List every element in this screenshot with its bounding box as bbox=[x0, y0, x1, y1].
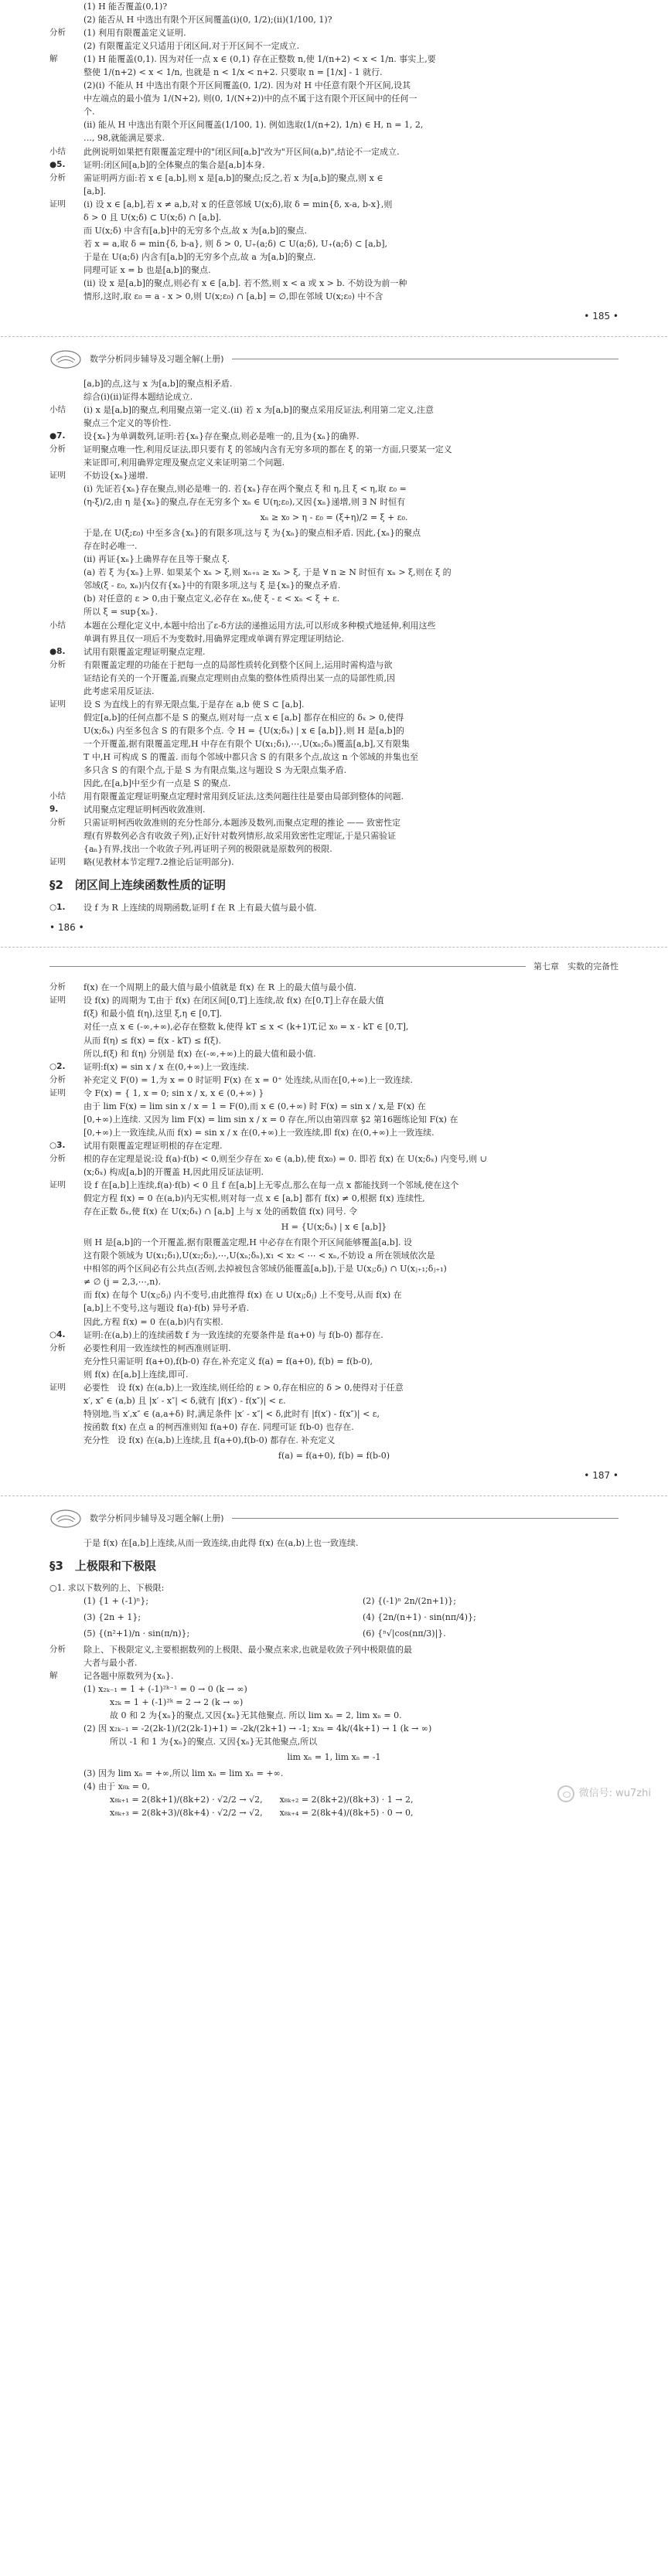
page-number-185: • 185 • bbox=[584, 311, 619, 322]
line-text: f(x) 在一个周期上的最大值与最小值就是 f(x) 在 R 上的最大值与最小值. bbox=[84, 982, 356, 993]
line-text: 试用聚点定理证明柯西收敛准则. bbox=[84, 805, 206, 815]
line-text: 记各题中原数列为{xₙ}. bbox=[84, 1671, 174, 1682]
line-text: 于是,在 U(ξ;ε₀) 中至多含{xₙ}的有限多项,这与 ξ 为{xₙ}的聚点相矛盾. 因此,{xₙ}的聚点 bbox=[84, 528, 421, 539]
page-185 bbox=[0, 0, 668, 303]
line-label: 证明 bbox=[49, 199, 66, 209]
line-text: 除上、下极限定义,主要根据数列的上极限、最小聚点来求,也就是收敛子列中极限值的最 bbox=[84, 1645, 412, 1656]
line-text: (η-ξ)/2,由 η 是{xₙ}的聚点,存在无穷多个 xₙ ∈ U(η;ε₀),又因{xₙ}递增,则 ∃ N 时恒有 bbox=[84, 497, 406, 508]
text-line bbox=[49, 994, 619, 1007]
line-text: [0,+∞)上连续. 又因为 lim F(x) = lim sin x / x = 0 存在,所以由第四章 §2 第16题练论知 F(x) 在 bbox=[84, 1114, 458, 1125]
page-188 bbox=[0, 1509, 668, 1819]
line-text: 此例说明如果把有限覆盖定理中的"闭区间[a,b]"改为"开区间(a,b)",结论不一定成立. bbox=[84, 146, 400, 157]
line-label: 证明 bbox=[49, 995, 66, 1006]
text-line bbox=[49, 430, 619, 443]
text-line bbox=[49, 1302, 619, 1315]
line-label: ○2. bbox=[49, 1061, 66, 1071]
line-label: 小结 bbox=[49, 620, 66, 630]
text-line bbox=[49, 1329, 619, 1342]
line-text: (ⅰ) 先证若{xₙ}存在聚点,则必是唯一的. 若{xₙ}存在两个聚点 ξ 和 η,且 ξ < η,取 ε₀ = bbox=[84, 484, 407, 495]
line-text: 所以 ξ = sup{xₙ}. bbox=[84, 607, 158, 618]
text-line bbox=[49, 1152, 619, 1165]
line-text: 由于 lim F(x) = lim sin x / x = 1 = F(0),而 x ∈ (0,+∞) 时 F(x) = sin x / x,是 F(x) 在 bbox=[84, 1101, 426, 1111]
line-text: 本题在公理化定义中,本题中给出了ε-δ方法的递推运用方法,可以形成多种模式地延伸,利用这些 bbox=[84, 620, 436, 631]
line-text: (2) 能否从 H 中选出有限个开区间覆盖(ⅰ)(0, 1/2);(ⅱ)(1/100, 1)? bbox=[84, 15, 332, 26]
line-text: 而 U(x;δ) 中含有[a,b]中的无穷多个点,故 x 为[a,b]的聚点. bbox=[84, 225, 307, 236]
line-label: 证明 bbox=[49, 1087, 66, 1097]
line-text: 假定方程 f(x) = 0 在(a,b)内无实根,则对每一点 x ∈ [a,b] 都有 f(x) ≠ 0,根据 f(x) 连续性, bbox=[84, 1193, 425, 1204]
book-logo-icon bbox=[49, 1509, 82, 1529]
line-text: [0,+∞)上一致连续,从而 f(x) = sin x / x 在(0,+∞)上一致连续,即 f(x) 在(0,+∞)上一致连续. bbox=[84, 1127, 435, 1138]
text-line bbox=[49, 566, 619, 579]
text-line bbox=[49, 469, 619, 482]
line-label: 分析 bbox=[49, 818, 66, 828]
line-text: 综合(ⅰ)(ⅱ)证得本题结论成立. bbox=[84, 391, 193, 402]
line-text: 需证明两方面:若 x ∈ [a,b],则 x 是[a,b]的聚点;反之,若 x 为[a,b]的聚点,则 x ∈ bbox=[84, 172, 383, 183]
watermark bbox=[557, 1785, 651, 1802]
problem-item: (2) {(-1)ⁿ 2n/(2n+1)}; bbox=[363, 1595, 457, 1606]
text-line bbox=[49, 539, 619, 553]
line-text: T 中,H 可构成 S 的覆盖. 而每个邻域中都只含 S 的有限多个点,故这 n 个邻域的并集也至 bbox=[84, 751, 419, 762]
line-text: 充分性只需证明 f(a+0),f(b-0) 存在,补充定义 f(a) = f(a+0), f(b) = f(b-0), bbox=[84, 1356, 373, 1366]
line-label: 小结 bbox=[49, 791, 66, 801]
text-line: lim xₙ = 1, lim xₙ = -1 bbox=[287, 1752, 381, 1763]
text-line bbox=[49, 1020, 619, 1033]
line-text: {aₙ}有界,找出一个收敛子列,再证明子列的极限就是原数列的极限. bbox=[84, 844, 332, 855]
line-text: x₂ₖ = 1 + (-1)²ᵏ = 2 → 2 (k → ∞) bbox=[110, 1697, 244, 1708]
line-text: 而 f(x) 在每个 U(xⱼ;δⱼ) 内不变号,由此推得 f(x) 在 ∪ U(xⱼ;δⱼ) 上不变号,从而 f(x) 在 bbox=[84, 1290, 402, 1301]
line-text: (1) H 能否覆盖(0,1)? bbox=[84, 2, 168, 12]
text-line bbox=[49, 829, 619, 842]
line-text: 则 f(x) 在[a,b]上连续,即可. bbox=[84, 1369, 189, 1380]
text-line bbox=[49, 198, 619, 211]
line-label: 证明 bbox=[49, 857, 66, 867]
text-line bbox=[49, 777, 619, 790]
line-label: ●5. bbox=[49, 159, 66, 169]
line-label: ○3. bbox=[49, 1140, 66, 1150]
text-line bbox=[49, 456, 619, 469]
line-text: 单调有界且仅一项后不为变数时,用确界定理或单调有界定理证明结论. bbox=[84, 633, 344, 644]
line-text: [a,b]的点,这与 x 为[a,b]的聚点相矛盾. bbox=[84, 378, 233, 389]
text-line bbox=[49, 790, 619, 803]
line-text: 多只含 S 的有限个点,于是 S 为有限点集,这与题设 S 为无限点集矛盾. bbox=[84, 765, 347, 776]
question-label: ○1. bbox=[49, 902, 66, 912]
text-line bbox=[49, 92, 619, 105]
text-line bbox=[49, 1126, 619, 1139]
line-text: 假定[a,b]的任何点都不是 S 的聚点,则对每一点 x ∈ [a,b] 都存在相应的 δₓ > 0,使得 bbox=[84, 712, 404, 723]
line-text: 因此,方程 f(x) = 0 在(a,b)内有实根. bbox=[84, 1316, 223, 1327]
text-line bbox=[49, 1696, 619, 1709]
line-label: 分析 bbox=[49, 982, 66, 992]
text-line bbox=[49, 592, 619, 605]
text-line bbox=[49, 39, 619, 53]
text-line bbox=[49, 26, 619, 39]
line-text: 若 x = a,取 δ = min{δ, b-a}, 则 δ > 0, U₊(a;δ) ⊂ U(a;δ), U₊(a;δ) ⊂ [a,b], bbox=[84, 238, 387, 249]
text-line bbox=[49, 816, 619, 829]
line-text: 对任一点 x ∈ (-∞,+∞),必存在整数 k,使得 kT ≤ x < (k+1)T,记 x₀ = x - kT ∈ [0,T], bbox=[84, 1022, 409, 1033]
page-number-186: • 186 • bbox=[49, 921, 84, 933]
text-line bbox=[49, 1139, 619, 1152]
line-text: 同理可证 x = b 也是[a,b]的聚点. bbox=[84, 264, 211, 275]
line-text: (ⅰ) 设 x ∈ [a,b],若 x ≠ a,b,对 x 的任意邻域 U(x;δ),取 δ = min{δ, x-a, b-x},则 bbox=[84, 199, 393, 209]
text-line bbox=[49, 1315, 619, 1329]
line-text: 大者与最小者. bbox=[84, 1658, 138, 1669]
page-187 bbox=[0, 960, 668, 1462]
line-text: 故 0 和 2 为{xₙ}的聚点,又因{xₙ}无其他聚点. 所以 lim xₙ = 2, lim xₙ = 0. bbox=[110, 1710, 402, 1721]
text-line bbox=[49, 158, 619, 172]
line-text: 理(有界数列必含有收敛子列),正好针对数列情形,故采用致密性定理证,于是只需验证 bbox=[84, 831, 397, 842]
text-line bbox=[49, 856, 619, 869]
line-label: 分析 bbox=[49, 172, 66, 182]
line-text: 整使 1/(n+2) < x < 1/n, 也就是 n < 1/x < n+2. 只要取 n = [1/x] - 1 就行. bbox=[84, 67, 383, 78]
line-text: 所以 -1 和 1 为{xₙ}的聚点. 又因{xₙ}无其他聚点,所以 bbox=[110, 1737, 318, 1747]
line-text: (b) 对任意的 ε > 0,由于聚点定义,必存在 xₙ,使 ξ - ε < xₙ < ξ + ε. bbox=[84, 594, 340, 604]
line-text: 证明:在(a,b)上的连续函数 f 为一致连续的充要条件是 f(a+0) 与 f(b-0) 都存在. bbox=[84, 1329, 383, 1340]
text-line bbox=[49, 237, 619, 250]
question-text: 设 f 为 R 上连续的周期函数,证明 f 在 R 上有最大值与最小值. bbox=[84, 902, 317, 913]
text-line bbox=[49, 145, 619, 158]
page-separator bbox=[0, 336, 668, 337]
text-line bbox=[49, 377, 619, 390]
question-1-section-2 bbox=[49, 901, 619, 914]
text-line bbox=[49, 277, 619, 290]
text-line bbox=[49, 79, 619, 92]
line-text: 用有限覆盖定理证明聚点定理时常用到反证法,这类问题往往是要由局部到整体的问题. bbox=[84, 791, 404, 802]
text-line bbox=[49, 1179, 619, 1192]
line-text: (2) 有限覆盖定义只适用于闭区间,对于开区间不一定成立. bbox=[84, 41, 300, 52]
line-text: 存在正数 δₓ,使 f(x) 在 U(x;δₓ) ∩ [a,b] 上与 x 处的函数值 f(x) 同号. 令 bbox=[84, 1206, 358, 1217]
chapter-title: 第七章 实数的完备性 bbox=[533, 961, 619, 972]
line-text: 令 F(x) = { 1, x = 0; sin x / x, x ∈ (0,+∞) } bbox=[84, 1087, 264, 1098]
line-label: 解 bbox=[49, 54, 58, 64]
text-line bbox=[49, 105, 619, 118]
text-line bbox=[49, 1407, 619, 1421]
line-text: 设 S 为直线上的有界无限点集,于是存在 a,b 使 S ⊂ [a,b]. bbox=[84, 699, 305, 710]
line-text: 一个开覆盖,据有限覆盖定理,H 中存在有限个 U(x₁;δ₁),⋯,U(xₙ;δₙ)覆盖[a,b],又有限集 bbox=[84, 738, 410, 749]
text-line bbox=[49, 672, 619, 685]
text-line bbox=[49, 1342, 619, 1355]
text-line bbox=[49, 981, 619, 994]
text-line bbox=[49, 66, 619, 79]
text-line bbox=[49, 553, 619, 566]
text-line bbox=[49, 1060, 619, 1074]
text-line bbox=[49, 250, 619, 264]
text-line bbox=[49, 443, 619, 456]
book-logo-icon bbox=[49, 349, 82, 369]
line-text: 证明:f(x) = sin x / x 在(0,+∞)上一致连续. bbox=[84, 1061, 250, 1072]
line-text: δ > 0 且 U(x;δ) ⊂ U(x;δ) ∩ [a,b]. bbox=[84, 212, 222, 223]
line-text: 于是在 U(a;δ) 内含有[a,b]的无穷多个点,故 a 为[a,b]的聚点. bbox=[84, 251, 316, 262]
text-line bbox=[49, 1007, 619, 1020]
line-text: [a,b]. bbox=[84, 185, 107, 196]
line-text: 从而 f(η) ≤ f(x) = f(x - kT) ≤ f(ξ). bbox=[84, 1035, 222, 1046]
text-line bbox=[49, 172, 619, 185]
text-line bbox=[49, 1709, 619, 1722]
line-text: 情形,这时,取 ε₀ = a - x > 0,则 U(x;ε₀) ∩ [a,b] = ∅,即在邻域 U(x;ε₀) 中不含 bbox=[84, 291, 383, 302]
text-line bbox=[49, 131, 619, 145]
line-label: 分析 bbox=[49, 659, 66, 669]
line-text: 中相邻的两个区间必有公共点(否则,去掉被包含邻域仍能覆盖[a,b]),于是 U(xⱼ;δⱼ) ∩ U(xⱼ₊₁;δⱼ₊₁) bbox=[84, 1264, 447, 1274]
section-title-3: §3 上极限和下极限 bbox=[49, 1558, 156, 1573]
line-label: 分析 bbox=[49, 1342, 66, 1353]
text-line bbox=[49, 482, 619, 495]
line-text: (ⅱ) 再证{xₙ}上确界存在且等于聚点 ξ. bbox=[84, 554, 230, 565]
text-line bbox=[49, 264, 619, 277]
line-text: x₈ₖ₊₁ = 2(8k+1)/(8k+2) · √2/2 → √2, x₈ₖ₊₂ = 2(8k+2)/(8k+3) · 1 → 2, bbox=[110, 1794, 414, 1805]
text-line bbox=[49, 390, 619, 403]
text-line bbox=[49, 1806, 619, 1819]
text-line bbox=[49, 1434, 619, 1447]
line-text: 则 H 是[a,b]的一个开覆盖,据有限覆盖定理,H 中必存在有限个开区间能够覆盖[a,b]. 设 bbox=[84, 1237, 413, 1248]
line-text: 必要性 设 f(x) 在(a,b)上一致连续,则任给的 ε > 0,存在相应的 δ > 0,使得对于任意 bbox=[84, 1382, 404, 1393]
line-text: (2) 因 x₂ₖ₋₁ = -2(2k-1)/(2(2k-1)+1) = -2k/(2k+1) → -1; x₂ₖ = 4k/(4k+1) → 1 (k → ∞) bbox=[84, 1724, 432, 1734]
text-line bbox=[49, 579, 619, 592]
line-label: 分析 bbox=[49, 1074, 66, 1084]
question-1-section-3: ○1. 求以下数列的上、下极限: bbox=[49, 1582, 165, 1593]
text-line bbox=[49, 118, 619, 131]
line-text: (a) 若 ξ 为{xₙ}上界. 如果某个 xₙ > ξ,则 xₙ₊ₙ ≥ xₙ > ξ, 于是 ∀ n ≥ N 时恒有 xₙ > ξ,则在 ξ 的 bbox=[84, 567, 452, 578]
head-rule bbox=[49, 966, 526, 967]
line-text: 所以,f(ξ) 和 f(η) 分别是 f(x) 在(-∞,+∞)上的最大值和最小值. bbox=[84, 1048, 316, 1059]
line-text: 按函数 f(x) 在点 a 的柯西准则知 f(a+0) 存在. 同理可证 f(b-0) 也存在. bbox=[84, 1421, 354, 1432]
text-line bbox=[49, 1113, 619, 1126]
line-text: 根的存在定理是说:设 f(a)·f(b) < 0,则至少存在 x₀ ∈ (a,b),使 f(x₀) = 0. 即若 f(x) 在 U(x;δₓ) 内变号,则 ∪ bbox=[84, 1153, 487, 1164]
line-label: ●8. bbox=[49, 646, 66, 656]
line-text: 充分性 设 f(x) 在(a,b)上连续,且 f(a+0),f(b-0) 都存在. 补充定义 bbox=[84, 1434, 336, 1445]
line-text: (x;δₓ) 构成[a,b]的开覆盖 H,因此用反证法证明. bbox=[84, 1167, 264, 1177]
section-title-2: §2 闭区间上连续函数性质的证明 bbox=[49, 878, 226, 893]
line-text: [a,b]上不变号,这与题设 f(a)·f(b) 异号矛盾. bbox=[84, 1303, 250, 1314]
text-line: H = {U(x;δₓ) | x ∈ [a,b]} bbox=[281, 1222, 387, 1233]
page-number-187: • 187 • bbox=[584, 1470, 619, 1482]
text-line bbox=[49, 632, 619, 645]
line-text: (4) 由于 x₈ₖ = 0, bbox=[84, 1781, 150, 1792]
line-text: 聚点三个定义的等价性. bbox=[84, 417, 172, 428]
text-line bbox=[49, 1275, 619, 1288]
line-text: x′, x″ ∈ (a,b) 且 |x′ - x″| < δ,就有 |f(x′) - f(x″)| < ε. bbox=[84, 1395, 286, 1406]
running-head-left bbox=[49, 1509, 619, 1529]
text-line bbox=[49, 403, 619, 417]
line-text: U(x;δₓ) 内至多包含 S 的有限多个点. 令 H = {U(x;δₓ) | x ∈ [a,b]},则 H 是[a,b]的 bbox=[84, 725, 404, 736]
line-text: x₈ₖ₊₃ = 2(8k+3)/(8k+4) · √2/2 → √2, x₈ₖ₊₄ = 2(8k+4)/(8k+5) · 0 → 0, bbox=[110, 1807, 414, 1818]
running-head-right bbox=[49, 960, 619, 973]
line-text: 个. bbox=[84, 107, 95, 117]
line-text: 略(见教材本节定理7.2推论后证明部分). bbox=[84, 857, 234, 868]
text-line bbox=[49, 737, 619, 750]
line-text: 试用有限覆盖定理证明根的存在定理. bbox=[84, 1140, 223, 1151]
line-label: 解 bbox=[49, 1671, 58, 1681]
text-line bbox=[49, 53, 619, 66]
line-text: 此考虑采用反证法. bbox=[84, 686, 155, 696]
text-line bbox=[49, 724, 619, 737]
line-text: f(ξ) 和最小值 f(η),这里 ξ,η ∈ [0,T]. bbox=[84, 1009, 223, 1019]
line-text: (1) 利用有限覆盖定义证明. bbox=[84, 28, 186, 39]
line-text: (ⅱ) 设 x 是[a,b]的聚点,则必有 x ∈ [a,b]. 若不然,则 x < a 或 x > b. 不妨设为前一种 bbox=[84, 277, 407, 288]
text-line bbox=[49, 1643, 619, 1656]
problem-list bbox=[49, 1594, 619, 1640]
text-line bbox=[49, 224, 619, 237]
line-text: 证结论有关的一个开覆盖,而聚点定理则由点集的整体性质得出某一点的局部性质,因 bbox=[84, 672, 395, 683]
wechat-icon bbox=[557, 1785, 574, 1802]
line-text: ≠ ∅ (j = 2,3,⋯,n). bbox=[84, 1277, 162, 1288]
text-line bbox=[49, 1288, 619, 1302]
text-line bbox=[49, 1394, 619, 1407]
line-text: 证明:闭区间[a,b]的全体聚点的集合是[a,b]本身. bbox=[84, 159, 265, 170]
page-186 bbox=[0, 349, 668, 914]
text-line bbox=[49, 1669, 619, 1683]
text-line bbox=[49, 619, 619, 632]
line-text: 只需证明柯西收敛准则的充分性部分,本题涉及数列,而聚点定理的推论 —— 致密性定 bbox=[84, 818, 400, 829]
text-line bbox=[49, 1074, 619, 1087]
text-line bbox=[49, 842, 619, 856]
page-separator bbox=[0, 947, 668, 948]
line-text: 设{xₙ}为单调数列,证明:若{xₙ}存在聚点,则必是唯一的,且为{xₙ}的确界. bbox=[84, 430, 360, 441]
book-title: 数学分析同步辅导及习题全解(上册) bbox=[90, 354, 224, 365]
text-line bbox=[49, 1100, 619, 1113]
text-line bbox=[49, 658, 619, 672]
line-text: 中左端点的最小值为 1/(N+2), 则(0, 1/(N+2))中的点不属于这有限个开区间中的任何一 bbox=[84, 94, 418, 104]
text-line bbox=[49, 605, 619, 618]
text-line bbox=[49, 211, 619, 224]
line-text: 有限覆盖定理的功能在于把每一点的局部性质转化到整个区间上,运用时需构造与欲 bbox=[84, 659, 393, 670]
line-label: ●7. bbox=[49, 430, 66, 441]
line-label: 证明 bbox=[49, 699, 66, 709]
text-line bbox=[49, 711, 619, 724]
text-line: f(a) = f(a+0), f(b) = f(b-0) bbox=[278, 1450, 390, 1461]
line-label: 小结 bbox=[49, 146, 66, 156]
text-line bbox=[49, 1087, 619, 1100]
line-label: 证明 bbox=[49, 1382, 66, 1392]
problem-item: (4) {2n/(n+1) · sin(nπ/4)}; bbox=[363, 1612, 476, 1623]
line-text: 邻域(ξ - ε₀, xₙ)内仅有{xₙ}中的有限多项,这与 ξ 是{xₙ}的聚点矛盾. bbox=[84, 580, 341, 591]
watermark-text: 微信号: wu7zhi bbox=[578, 1787, 651, 1799]
line-text: (2)(ⅰ) 不能从 H 中选出有限个开区间覆盖(0, 1/2). 因为对 H 中任意有限个开区间,设其 bbox=[84, 80, 411, 91]
text-line bbox=[49, 495, 619, 509]
line-label: 小结 bbox=[49, 404, 66, 414]
problem-item: (5) {(n²+1)/n · sin(π/n)}; bbox=[84, 1628, 190, 1639]
running-head-left bbox=[49, 349, 619, 369]
line-text: (ⅰ) x 是[a,b]的聚点,利用聚点第一定义.(ⅱ) 若 x 为[a,b]的聚点采用反证法,利用第二定义,注意 bbox=[84, 404, 434, 415]
text-line bbox=[49, 0, 619, 13]
line-text: …, 98,就能满足要求. bbox=[84, 133, 165, 144]
text-line bbox=[49, 1249, 619, 1262]
problem-item: (6) {ⁿ√|cos(nπ/3)|}. bbox=[363, 1628, 446, 1639]
book-title: 数学分析同步辅导及习题全解(上册) bbox=[90, 1513, 224, 1524]
text-line bbox=[49, 1165, 619, 1179]
line-label: 分析 bbox=[49, 1645, 66, 1655]
text-line bbox=[49, 1421, 619, 1434]
line-label: 证明 bbox=[49, 1180, 66, 1190]
line-text: 特别地,当 x′,x″ ∈ (a,a+δ) 时,满足条件 |x′ - x″| < δ,此时有 |f(x′) - f(x″)| < ε, bbox=[84, 1408, 380, 1419]
text-line bbox=[49, 1722, 619, 1735]
problem-item: (3) {2n + 1}; bbox=[84, 1612, 141, 1623]
line-text: (1) x₂ₖ₋₁ = 1 + (-1)²ᵏ⁻¹ = 0 → 0 (k → ∞) bbox=[84, 1684, 247, 1695]
line-text: 设 f 在[a,b]上连续,f(a)·f(b) < 0 且 f 在[a,b]上无零点,那么在每一点 x 都能找到一个邻域,使在这个 bbox=[84, 1180, 459, 1191]
text-line bbox=[49, 526, 619, 539]
text-line bbox=[49, 1767, 619, 1780]
text-line bbox=[49, 1236, 619, 1249]
text-line bbox=[49, 185, 619, 198]
line-label: 分析 bbox=[49, 444, 66, 454]
line-text: 必要性利用一致连续性的柯西准则证明. bbox=[84, 1342, 231, 1353]
line-label: ○4. bbox=[49, 1329, 66, 1339]
line-text: 这有限个领域为 U(x₁;δ₁),U(x₂;δ₂),⋯,U(xₙ;δₙ),x₁ < x₂ < ⋯ < xₙ,不妨设 a 所在领域依次是 bbox=[84, 1251, 435, 1261]
problem-item: (1) {1 + (-1)ⁿ}; bbox=[84, 1595, 149, 1606]
line-text: 不妨设{xₙ}递增. bbox=[84, 471, 148, 481]
text-line bbox=[49, 1793, 619, 1806]
text-line bbox=[49, 764, 619, 777]
text-line bbox=[49, 1683, 619, 1696]
text-line bbox=[49, 750, 619, 764]
line-label: 分析 bbox=[49, 1153, 66, 1163]
text-line bbox=[49, 1735, 619, 1748]
text-line bbox=[49, 1034, 619, 1047]
line-text: (1) H 能覆盖(0,1). 因为对任一点 x ∈ (0,1) 存在正整数 n,使 1/(n+2) < x < 1/n. 事实上,要 bbox=[84, 54, 436, 65]
text-line bbox=[49, 1355, 619, 1368]
line-text: 存在时必唯一. bbox=[84, 541, 138, 552]
text-line bbox=[49, 417, 619, 430]
text-line bbox=[49, 1368, 619, 1381]
text-line bbox=[49, 1192, 619, 1205]
text-line bbox=[49, 1205, 619, 1218]
line-text: 因此,在[a,b]中至少有一点是 S 的聚点. bbox=[84, 778, 231, 789]
line-text: 来证即可,利用确界定理及聚点定义来证明第二个问题. bbox=[84, 457, 285, 468]
text-line bbox=[49, 1047, 619, 1060]
line-label: 证明 bbox=[49, 471, 66, 480]
text-line bbox=[49, 1262, 619, 1275]
text-line bbox=[49, 13, 619, 26]
line-label: 分析 bbox=[49, 28, 66, 38]
line-text: 设 f(x) 的周期为 T,由于 f(x) 在闭区间[0,T]上连续,故 f(x) 在[0,T]上存在最大值 bbox=[84, 995, 384, 1006]
line-text: 补充定义 F(0) = 1,为 x = 0 时证明 F(x) 在 x = 0⁺ 处连续,从而在[0,+∞)上一致连续. bbox=[84, 1074, 413, 1085]
head-rule bbox=[232, 1518, 619, 1519]
text-line bbox=[49, 685, 619, 698]
line-text: 证明聚点唯一性,利用反证法,即只要有 ξ 的邻域内含有无穷多项的都在 ξ 的第一方面,只要某一定义 bbox=[84, 444, 452, 454]
text-line: xₙ ≥ x₀ > η - ε₀ = (ξ+η)/2 = ξ + ε₀. bbox=[260, 512, 408, 523]
text-line bbox=[49, 1656, 619, 1669]
text-line bbox=[49, 645, 619, 658]
text-line bbox=[49, 1780, 619, 1793]
line-text: 试用有限覆盖定理证明聚点定理. bbox=[84, 646, 206, 657]
text-line bbox=[49, 803, 619, 816]
line-label: 9. bbox=[49, 805, 59, 815]
text-line bbox=[49, 1381, 619, 1394]
line-text: (ⅱ) 能从 H 中选出有限个开区间覆盖(1/100, 1). 例如选取(1/(n+2), 1/n) ∈ H, n = 1, 2, bbox=[84, 120, 424, 131]
text-line bbox=[49, 290, 619, 303]
line-text: (3) 因为 lim xₙ = +∞,所以 lim xₙ = lim xₙ = +∞. bbox=[84, 1768, 284, 1778]
text-line bbox=[49, 698, 619, 711]
conclusion-text: 于是 f(x) 在[a,b]上连续,从而一致连续,由此得 f(x) 在(a,b)上也一致连续. bbox=[84, 1537, 359, 1548]
